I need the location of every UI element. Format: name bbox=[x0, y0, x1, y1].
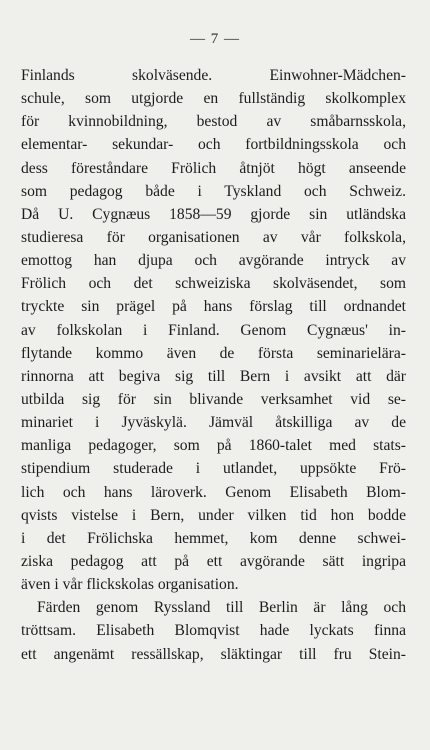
text-line: för kvinnobildning, bestod av småbarnsskola, bbox=[21, 113, 406, 131]
text-line: Finlands skolväsende. Einwohner-Mädchen- bbox=[21, 67, 406, 84]
text-line: tröttsam. Elisabeth Blomqvist hade lyckats finna bbox=[21, 622, 406, 640]
body-text bbox=[21, 64, 406, 666]
text-line: som pedagog både i Tyskland och Schweiz. bbox=[21, 182, 406, 200]
text-line: av folkskolan i Finland. Genom Cygnæus' in- bbox=[21, 321, 406, 339]
text-line: studieresa för organisationen av vår folkskola, bbox=[21, 228, 406, 246]
text-line: Färden genom Ryssland till Berlin är lång och bbox=[37, 599, 406, 617]
page-number: — 7 — bbox=[190, 31, 240, 47]
text-line: tryckte sin prägel på hans förslag till ordnandet bbox=[21, 298, 406, 316]
text-line: ziska pedagog att på ett avgörande sätt ingripa bbox=[21, 552, 406, 570]
text-line: även i vår flickskolas organisation. bbox=[21, 576, 239, 594]
text-line: flytande kommo även de första seminarielära- bbox=[21, 344, 406, 362]
text-line: utbilda sig för sin blivande verksamhet vid se- bbox=[21, 390, 406, 408]
text-line: qvists vistelse i Bern, under vilken tid hon bodde bbox=[21, 506, 406, 524]
text-line: emottog han djupa och avgörande intryck av bbox=[21, 252, 406, 270]
text-line: schule, som utgjorde en fullständig skolkomplex bbox=[21, 90, 406, 108]
text-line: Då U. Cygnæus 1858—59 gjorde sin utländska bbox=[21, 205, 406, 223]
text-line: dess föreståndare Frölich åtnjöt högt anseende bbox=[21, 159, 406, 177]
text-line: ett angenämt ressällskap, släktingar till fru Stein- bbox=[21, 645, 406, 663]
text-line: minariet i Jyväskylä. Jämväl åtskilliga av de bbox=[21, 414, 406, 432]
text-line: i det Frölichska hemmet, kom denne schwei- bbox=[21, 529, 406, 547]
text-line: lich och hans läroverk. Genom Elisabeth Blom- bbox=[21, 483, 406, 501]
text-line: stipendium studerade i utlandet, uppsökte Frö- bbox=[21, 460, 406, 478]
text-line: Frölich och det schweiziska skolväsendet, som bbox=[21, 275, 406, 293]
text-line: rinnorna att begiva sig till Bern i avsikt att där bbox=[21, 367, 406, 385]
text-line: elementar- sekundar- och fortbildningsskola och bbox=[21, 136, 406, 154]
text-line: manliga pedagoger, som på 1860-talet med stats- bbox=[21, 437, 406, 455]
